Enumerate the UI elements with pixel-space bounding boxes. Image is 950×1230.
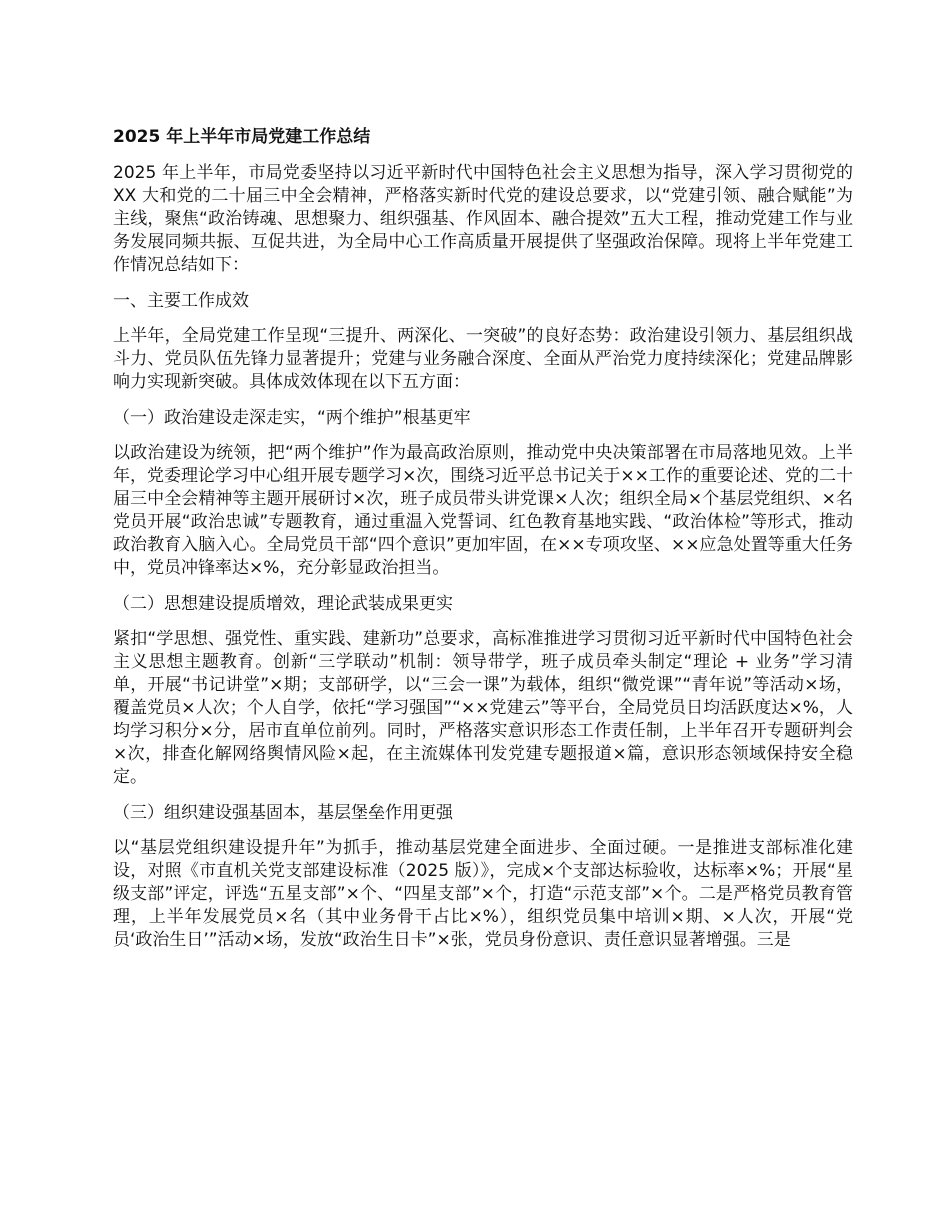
subsection-paragraph-1: 以政治建设为统领，把“两个维护”作为最高政治原则，推动党中央决策部署在市局落地见效。上半年，党委理论学习中心组开展专题学习×次，围绕习近平总书记关于××工作的重要论述、党的二十届三中全会精神等主题开展研讨×次，班子成员带头讲党课×人次；组织全局×个基层党组织、×名党员开展“政治忠诚”专题教育，通过重温入党誓词、红色教育基地实践、“政治体检”等形式，推动政治教育入脑入心。全局党员干部“四个意识”更加牢固，在××专项攻坚、××应急处置等重大任务中，党员冲锋率达×%，充分彰显政治担当。 xyxy=(113,443,853,578)
section-heading-1: 一、主要工作成效 xyxy=(113,291,249,311)
subsection-heading-2: （二）思想建设提质增效，理论武装成果更实 xyxy=(113,594,453,614)
section-paragraph-1: 上半年，全局党建工作呈现“三提升、两深化、一突破”的良好态势：政治建设引领力、基层组织战斗力、党员队伍先锋力显著提升；党建与业务融合深度、全面从严治党力度持续深化；党建品牌影响力实现新突破。具体成效体现在以下五方面： xyxy=(113,326,853,392)
intro-paragraph: 2025 年上半年，市局党委坚持以习近平新时代中国特色社会主义思想为指导，深入学习贯彻党的 XX 大和党的二十届三中全会精神，严格落实新时代党的建设总要求，以“党建引领、融合赋能”为主线，聚焦“政治铸魂、思想聚力、组织强基、作风固本、融合提效”五大工程，推动党建工作与业务发展同频共振、互促共进，为全局中心工作高质量开展提供了坚强政治保障。现将上半年党建工作情况总结如下： xyxy=(113,163,853,275)
document-page xyxy=(113,125,853,964)
subsection-heading-3: （三）组织建设强基固本，基层堡垒作用更强 xyxy=(113,803,453,823)
document-title: 2025 年上半年市局党建工作总结 xyxy=(113,127,371,147)
subsection-paragraph-2: 紧扣“学思想、强党性、重实践、建新功”总要求，高标准推进学习贯彻习近平新时代中国特色社会主义思想主题教育。创新“三学联动”机制：领导带学，班子成员牵头制定“理论 + 业务”学习清单，开展“书记讲堂”×期；支部研学，以“三会一课”为载体，组织“微党课”“青年说”等活动×场，覆盖党员×人次；个人自学，依托“学习强国”“××党建云”等平台，全局党员日均活跃度达×%，人均学习积分×分，居市直单位前列。同时，严格落实意识形态工作责任制，上半年召开专题研判会×次，排查化解网络舆情风险×起，在主流媒体刊发党建专题报道×篇，意识形态领域保持安全稳定。 xyxy=(113,629,853,787)
subsection-heading-1: （一）政治建设走深走实，“两个维护”根基更牢 xyxy=(113,408,471,428)
subsection-paragraph-3: 以“基层党组织建设提升年”为抓手，推动基层党建全面进步、全面过硬。一是推进支部标准化建设，对照《市直机关党支部建设标准（2025 版）》，完成×个支部达标验收，达标率×%；开展“星级支部”评定，评选“五星支部”×个、“四星支部”×个，打造“示范支部”×个。二是严格党员教育管理，上半年发展党员×名（其中业务骨干占比×%），组织党员集中培训×期、×人次，开展“党员‘政治生日’”活动×场，发放“政治生日卡”×张，党员身份意识、责任意识显著增强。三是 xyxy=(113,838,853,950)
